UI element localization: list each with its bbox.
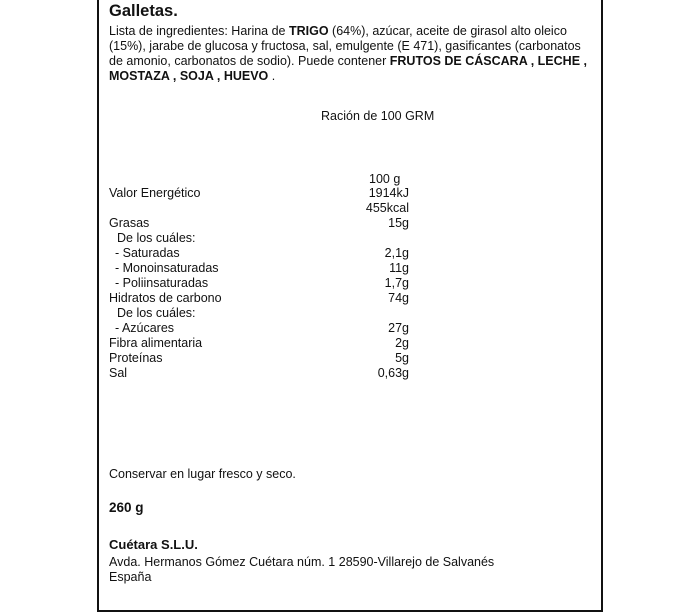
ingredients-end: . bbox=[268, 69, 276, 83]
product-label bbox=[97, 0, 603, 612]
nutrient-name: Grasas bbox=[109, 216, 150, 230]
nutrition-row-energy-kcal bbox=[109, 201, 409, 216]
net-weight: 260 g bbox=[109, 500, 144, 515]
nutrition-row-carbohydrates bbox=[109, 291, 409, 306]
nutrient-name: Valor Energético bbox=[109, 186, 201, 200]
nutrient-value: 2,1g bbox=[384, 246, 409, 260]
nutrient-value: 11g bbox=[389, 261, 409, 275]
nutrient-name: - Azúcares bbox=[115, 321, 175, 335]
may-contain-allergens: FRUTOS DE CÁSCARA , LECHE , MOSTAZA , SOJA , HUEVO bbox=[109, 54, 587, 83]
nutrition-row-fibre bbox=[109, 336, 409, 351]
ingredients-text bbox=[109, 24, 589, 84]
nutrition-row-fat bbox=[109, 216, 409, 231]
nutrient-name: - Monoinsaturadas bbox=[115, 261, 219, 275]
nutrition-row-sugars bbox=[109, 321, 409, 336]
allergen-trigo: TRIGO bbox=[288, 24, 329, 38]
nutrition-row-of-which bbox=[109, 306, 409, 321]
nutrient-name: Fibra alimentaria bbox=[109, 336, 203, 350]
manufacturer-name: Cuétara S.L.U. bbox=[109, 537, 198, 552]
nutrition-row-saturated bbox=[109, 246, 409, 261]
storage-instructions: Conservar en lugar fresco y seco. bbox=[109, 467, 296, 481]
nutrition-row-monounsaturated bbox=[109, 261, 409, 276]
nutrient-value: 2g bbox=[395, 336, 409, 350]
nutrient-value: 5g bbox=[395, 351, 409, 365]
nutrient-value: 455kcal bbox=[365, 201, 409, 215]
nutrient-value: 1,7g bbox=[384, 276, 409, 290]
nutrient-value: 27g bbox=[388, 321, 409, 335]
nutrition-row-energy-kj bbox=[109, 186, 409, 201]
ingredients-intro: Lista de ingredientes: Harina de bbox=[109, 24, 289, 38]
nutrient-value: 74g bbox=[388, 291, 409, 305]
product-title: Galletas. bbox=[109, 2, 178, 20]
nutrient-name: - Poliinsaturadas bbox=[115, 276, 209, 290]
nutrition-row-salt bbox=[109, 366, 409, 381]
nutrient-name: Sal bbox=[109, 366, 128, 380]
nutrient-value: 0,63g bbox=[377, 366, 409, 380]
nutrient-name: De los cuáles: bbox=[117, 306, 196, 320]
address-line: Avda. Hermanos Gómez Cuétara núm. 1 28590-Villarejo de Salvanés bbox=[109, 555, 495, 569]
address-country: España bbox=[109, 570, 152, 584]
ingredients-list: (64%), azúcar, aceite de girasol alto oleico (15%), jarabe de glucosa y fructosa, sal, emulgente (E 471), gasificantes (carbonatos de amonio, carbonatos de sodio). Puede contener bbox=[109, 24, 581, 68]
nutrient-name: Proteínas bbox=[109, 351, 163, 365]
nutrient-name: Hidratos de carbono bbox=[109, 291, 222, 305]
manufacturer-address bbox=[109, 555, 494, 585]
nutrient-value: 15g bbox=[388, 216, 409, 230]
nutrient-value: 1914kJ bbox=[368, 186, 409, 200]
nutrition-column-header: 100 g bbox=[369, 172, 401, 186]
nutrition-row-of-which bbox=[109, 231, 409, 246]
nutrient-name: De los cuáles: bbox=[117, 231, 196, 245]
nutrition-row-polyunsaturated bbox=[109, 276, 409, 291]
nutrient-name: - Saturadas bbox=[115, 246, 180, 260]
serving-size: Ración de 100 GRM bbox=[321, 109, 435, 123]
nutrition-row-protein bbox=[109, 351, 409, 366]
